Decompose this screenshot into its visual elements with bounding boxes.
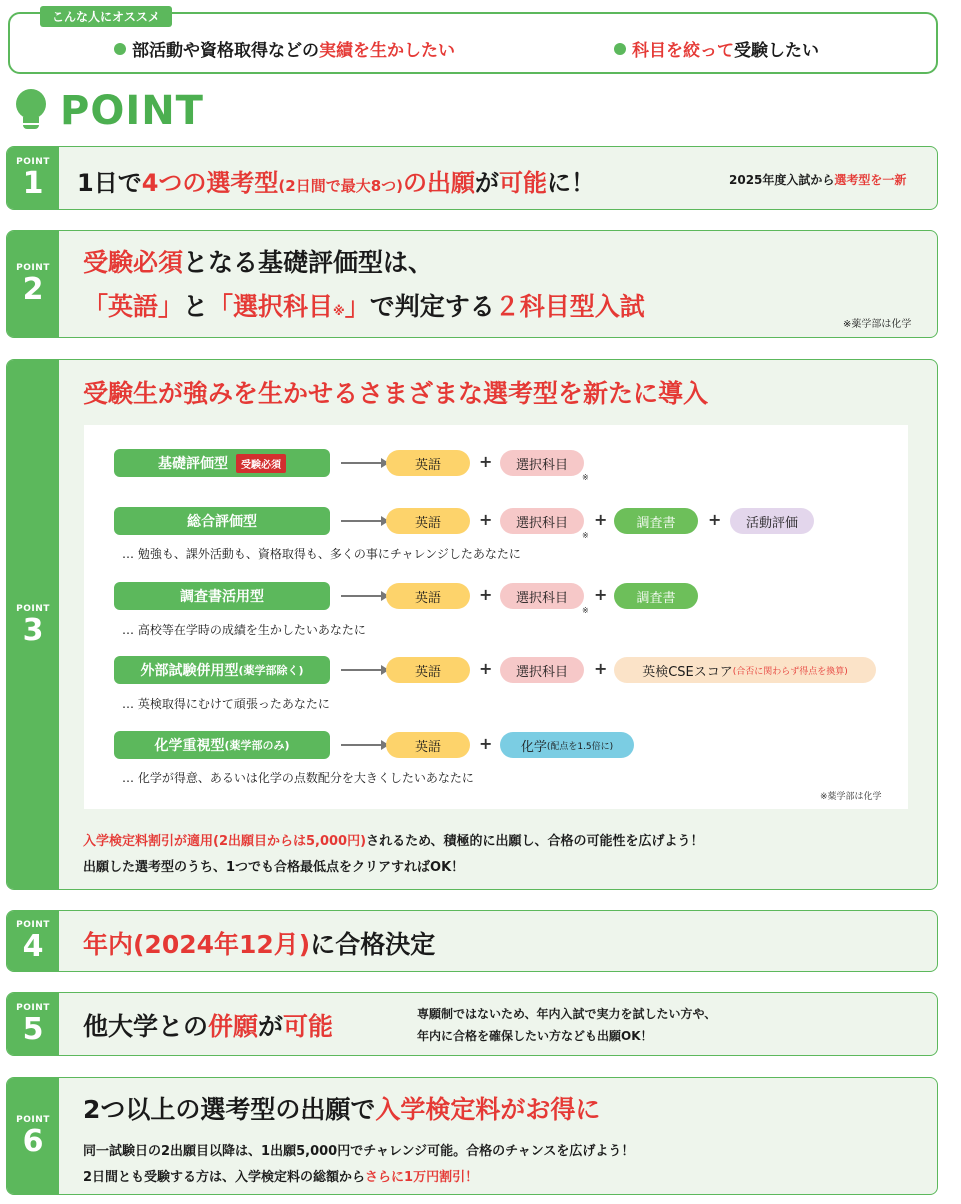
- pill-select: 選択科目: [500, 450, 584, 476]
- pill-english: 英語: [386, 583, 470, 609]
- p2-highlight-2: ２科目型入試: [494, 292, 645, 321]
- p1-highlight-sub: (2日間で最大8つ): [278, 177, 403, 195]
- p4-highlight: 年内(2024年12月): [83, 930, 311, 959]
- type-kagaku-label: 化学重視型: [154, 738, 225, 754]
- p2-english: 「英語」: [83, 292, 184, 321]
- point-3-footer-2: 出願した選考型のうち、1つでも合格最低点をクリアすればOK！: [83, 860, 465, 875]
- type-chosa-label: 調査書活用型: [180, 589, 264, 605]
- p1-text-2: が: [475, 169, 499, 197]
- point-3-badge: [7, 360, 59, 889]
- point-2-line-2: [83, 287, 645, 323]
- arrow-right-icon: [341, 462, 387, 464]
- point-1-badge: [7, 147, 59, 209]
- p1-text-1: 1日で: [77, 169, 142, 197]
- point-4-heading: [83, 925, 435, 961]
- point-label: POINT: [16, 920, 50, 930]
- point-title: POINT: [60, 88, 204, 134]
- p1-side-highlight: 選考型を一新: [834, 173, 907, 187]
- plus-icon: +: [479, 734, 493, 753]
- type-sogo-desc: … 勉強も、課外活動も、資格取得も、多くの事にチャレンジしたあなたに: [122, 547, 521, 561]
- bullet-dot-icon: [614, 43, 626, 55]
- recommend-item-2: [614, 36, 819, 61]
- diagram-note: ※薬学部は化学: [820, 792, 882, 802]
- p1-text-3: に！: [547, 169, 595, 197]
- p4-text: に合格決定: [310, 930, 436, 959]
- p1-highlight-3: 可能: [499, 169, 547, 197]
- point-6-line-1: 同一試験日の2出願目以降は、1出願5,000円でチャレンジ可能。合格のチャンスを広げよう！: [83, 1144, 635, 1159]
- point-4-badge: [7, 911, 59, 971]
- plus-icon: +: [594, 585, 608, 604]
- p5-highlight-2: 可能: [283, 1012, 334, 1041]
- type-sogo-label: 総合評価型: [187, 514, 257, 530]
- pill-english: 英語: [386, 508, 470, 534]
- recommend-item-2-highlight: 科目を絞って: [632, 41, 734, 61]
- recommend-tab: こんな人にオススメ: [40, 6, 172, 27]
- pill-english: 英語: [386, 657, 470, 683]
- p2-text-1: となる基礎評価型は、: [183, 248, 434, 277]
- note-mark: ※: [582, 473, 589, 482]
- type-gaibu-label: 外部試験併用型: [140, 663, 239, 679]
- point-6-line-2: [83, 1166, 478, 1185]
- required-badge: 受験必須: [236, 454, 286, 473]
- type-kagaku-sub: (薬学部のみ): [224, 739, 290, 752]
- note-mark: ※: [582, 531, 589, 540]
- p2-and: と: [183, 292, 209, 321]
- point-4: [6, 910, 938, 972]
- p1-side-text: 2025年度入試から: [729, 173, 835, 187]
- recommend-item-1-text: 部活動や資格取得などの: [132, 41, 319, 61]
- p2-judge: で判定する: [369, 292, 495, 321]
- type-chosa-desc: … 高校等在学時の成績を生かしたいあなたに: [122, 623, 366, 637]
- point-label: POINT: [16, 263, 50, 273]
- plus-icon: +: [479, 510, 493, 529]
- p5-highlight-1: 併願: [208, 1012, 259, 1041]
- pill-select: 選択科目: [500, 657, 584, 683]
- point-number: 2: [22, 272, 44, 307]
- type-sogo: [114, 507, 330, 535]
- pill-cse: [614, 657, 876, 683]
- point-header: [14, 88, 204, 134]
- point-number: 4: [22, 929, 44, 964]
- point-1-heading: [77, 163, 595, 198]
- p6-highlight: 入学検定料がお得に: [375, 1095, 601, 1124]
- pill-chem-sub: (配点を1.5倍に): [546, 741, 614, 752]
- pill-activity: 活動評価: [730, 508, 814, 534]
- pill-cse-main: 英検CSEスコア: [642, 664, 733, 680]
- plus-icon: +: [479, 452, 493, 471]
- note-mark: ※: [582, 606, 589, 615]
- p6-line-2-highlight: さらに1万円割引！: [365, 1170, 479, 1185]
- plus-icon: +: [708, 510, 722, 529]
- plus-icon: +: [594, 510, 608, 529]
- p1-highlight-1: 4つの選考型: [141, 169, 279, 197]
- pill-chosa: 調査書: [614, 508, 698, 534]
- arrow-right-icon: [341, 520, 387, 522]
- plus-icon: +: [594, 659, 608, 678]
- pill-select: 選択科目: [500, 508, 584, 534]
- point-5: [6, 992, 938, 1056]
- pill-english: 英語: [386, 732, 470, 758]
- pill-english: 英語: [386, 450, 470, 476]
- pill-select: 選択科目: [500, 583, 584, 609]
- point-3-title: 受験生が強みを生かせるさまざまな選考型を新たに導入: [83, 379, 709, 408]
- point-5-side-1: 専願制ではないため、年内入試で実力を試したい方や、: [417, 1007, 717, 1021]
- point-number: 3: [22, 612, 44, 648]
- point-2: [6, 230, 938, 338]
- p6-line-2-text: 2日間とも受験する方は、入学検定料の総額から: [83, 1170, 366, 1185]
- lightbulb-icon: [14, 89, 48, 133]
- point-5-badge: [7, 993, 59, 1055]
- recommend-box: [8, 12, 938, 74]
- point-5-heading: [83, 1007, 333, 1043]
- p5-text-1: 他大学との: [83, 1012, 209, 1041]
- point-3-footer-1: [83, 830, 704, 849]
- type-kiso-label: 基礎評価型: [158, 456, 228, 472]
- arrow-right-icon: [341, 669, 387, 671]
- recommend-item-2-text: 受験したい: [734, 41, 819, 61]
- point-number: 6: [22, 1124, 44, 1159]
- point-6: [6, 1077, 938, 1195]
- bullet-dot-icon: [114, 43, 126, 55]
- type-kagaku: [114, 731, 330, 759]
- point-label: POINT: [16, 603, 50, 614]
- recommend-item-1-highlight: 実績を生かしたい: [319, 41, 455, 61]
- point-2-line-1: [83, 243, 433, 279]
- plus-icon: +: [479, 585, 493, 604]
- point-label: POINT: [16, 1115, 50, 1125]
- arrow-right-icon: [341, 744, 387, 746]
- point-number: 5: [22, 1012, 44, 1047]
- point-1: [6, 146, 938, 210]
- point-number: 1: [22, 166, 44, 201]
- type-kagaku-desc: … 化学が得意、あるいは化学の点数配分を大きくしたいあなたに: [122, 771, 474, 785]
- p2-mark: ※: [333, 304, 345, 318]
- point-label: POINT: [16, 1003, 50, 1013]
- pill-cse-sub: (合否に関わらず得点を換算): [732, 666, 848, 677]
- selection-type-diagram: [84, 425, 908, 809]
- point-2-badge: [7, 231, 59, 337]
- type-gaibu: [114, 656, 330, 684]
- point-label: POINT: [16, 157, 50, 167]
- pill-chem-main: 化学: [520, 739, 547, 755]
- plus-icon: +: [479, 659, 493, 678]
- type-gaibu-desc: … 英検取得にむけて頑張ったあなたに: [122, 697, 330, 711]
- p2-bracket: 」: [344, 292, 370, 321]
- p1-highlight-2: の出願: [403, 169, 475, 197]
- type-gaibu-sub: (薬学部除く): [238, 664, 304, 677]
- pill-chosa: 調査書: [614, 583, 698, 609]
- point-6-badge: [7, 1078, 59, 1194]
- point-5-side-2: 年内に合格を確保したい方なども出願OK！: [417, 1029, 653, 1043]
- type-kiso: [114, 449, 330, 477]
- pill-chem: [500, 732, 634, 758]
- p2-highlight-1: 受験必須: [83, 248, 184, 277]
- type-chosa: [114, 582, 330, 610]
- point-1-side: [729, 171, 906, 188]
- p5-text-2: が: [258, 1012, 284, 1041]
- p3-footer-text: されるため、積極的に出願し、合格の可能性を広げよう！: [366, 834, 704, 849]
- point-2-note: ※薬学部は化学: [843, 319, 912, 330]
- point-6-heading: [83, 1090, 600, 1126]
- arrow-right-icon: [341, 595, 387, 597]
- recommend-item-1: [114, 36, 455, 61]
- p6-text-1: 2つ以上の選考型の出願で: [83, 1095, 376, 1124]
- p2-select: 「選択科目: [208, 292, 334, 321]
- p3-footer-highlight: 入学検定料割引が適用(2出願目からは5,000円): [83, 834, 367, 849]
